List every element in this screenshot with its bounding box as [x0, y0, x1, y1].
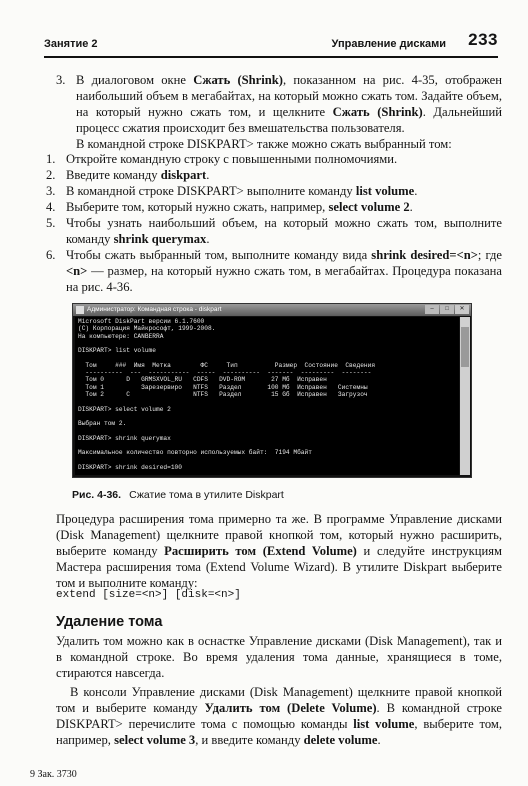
console-line: [78, 340, 456, 347]
footer-note: 9 Зак. 3730: [30, 769, 77, 780]
console-line: Том ### Имя Метка ФС Тип Размер Состояние Сведения: [78, 361, 376, 369]
page-number: 233: [468, 30, 498, 49]
figure-caption-text: Сжатие тома в утилите Diskpart: [129, 489, 284, 501]
figure-label: Рис. 4-36.: [72, 489, 122, 501]
figure-caption: [72, 489, 284, 501]
extend-paragraph: Процедура расширения тома примерно та же. В программе Управление дисками (Disk Management) щелкните правой кнопкой том, который нужно расширить, выберите команду Расширить том (Extend Volume) и следуйте инструкциям Мастера расширения тома (Extend Volume Wizard). В утилите Diskpart выберите том и выполните команду:: [56, 512, 502, 590]
console-line: Том 0 D GRMSXVOL_RU CDFS DVD-ROM 27 Мб Исправен: [78, 376, 327, 384]
window-controls: [425, 305, 469, 314]
section-title: Удаление тома: [56, 614, 163, 630]
step-2: 2. Введите команду diskpart.: [46, 168, 210, 182]
maximize-icon[interactable]: □: [440, 305, 454, 314]
console-line: Максимальное количество повторно используемых байт: 7194 Мбайт: [78, 449, 312, 457]
page-header: [44, 26, 498, 58]
console-line: [78, 442, 456, 449]
console-app-icon: [76, 306, 84, 314]
console-line: DISKPART> select volume 2: [78, 405, 171, 413]
console-line: Том 1 Зарезервиро NTFS Раздел 100 Мб Исправен Системны: [78, 383, 368, 391]
chapter-label: Занятие 2: [44, 38, 98, 50]
step-6: 6. Чтобы сжать выбранный том, выполните команду вида shrink desired=<n>; где <n> — размер, на который нужно сжать том, в мегабайтах. Процедура показана на рис. 4-36.: [46, 248, 502, 294]
extend-command: extend [size=<n>] [disk=<n>]: [56, 589, 241, 601]
diskpart-intro: В командной строке DISKPART> также можно сжать выбранный том:: [76, 137, 452, 151]
console-line: [78, 398, 456, 405]
step-shrink-dialog: 3. В диалоговом окне Сжать (Shrink), показанном на рис. 4-35, отображен наибольший объем в мегабайтах, на который можно сжать том. Задайте объем, на который нужно сжать том, и щелкните Сжать (Shrink). Дальнейший процесс сжатия происходит без вмешательства пользователя.: [56, 73, 503, 135]
console-line: [78, 413, 456, 420]
console-line: [78, 354, 456, 361]
delete-paragraph-2: В консоли Управление дисками (Disk Management) щелкните правой кнопкой том и выберите команду Удалить том (Delete Volume). В командной строке DISKPART> перечислите тома с помощью команды list volume, выберите том, например, select volume 3, и введите команду delete volume.: [56, 685, 503, 747]
console-scrollbar[interactable]: [460, 317, 470, 475]
close-icon[interactable]: ✕: [455, 305, 469, 314]
console-titlebar: [73, 304, 471, 316]
step-1: 1. Откройте командную строку с повышенными полномочиями.: [46, 152, 398, 166]
step-4: 4. Выберите том, который нужно сжать, например, select volume 2.: [46, 200, 413, 214]
step-3: 3. В командной строке DISKPART> выполните команду list volume.: [46, 184, 418, 198]
scrollbar-thumb[interactable]: [461, 327, 469, 367]
console-line: На компьютере: CANBERRA: [78, 332, 164, 340]
console-line: Microsoft DiskPart версии 6.1.7600: [78, 318, 205, 325]
console-line: [78, 427, 456, 434]
section-label: Управление дисками: [331, 38, 446, 50]
console-output: [75, 317, 459, 475]
step-5: 5. Чтобы узнать наибольший объем, на который можно сжать том, выполните команду shrink querymax.: [46, 216, 502, 246]
console-line: (C) Корпорация Майкрософт, 1999-2008.: [78, 325, 216, 333]
console-line: DISKPART> shrink desired=100: [78, 463, 182, 471]
console-line: Выбран том 2.: [78, 420, 127, 428]
delete-paragraph-1: Удалить том можно как в оснастке Управление дисками (Disk Management), так и в командной строке. Во время удаления тома данные, хранящиеся в томе, стираются навсегда.: [56, 634, 502, 680]
console-line: DISKPART> shrink querymax: [78, 434, 171, 442]
console-title: Администратор: Командная строка - diskpart: [87, 306, 222, 313]
console-line: [78, 457, 456, 464]
console-screenshot: [72, 303, 472, 478]
console-line: DISKPART> list volume: [78, 347, 156, 355]
console-line: Том 2 C NTFS Раздел 15 Gб Исправен Загрузоч: [78, 390, 368, 398]
minimize-icon[interactable]: –: [425, 305, 439, 314]
console-line: [78, 471, 456, 475]
console-line: ---------- --- ----------- ----- ---------- ------- --------- --------: [78, 369, 372, 377]
